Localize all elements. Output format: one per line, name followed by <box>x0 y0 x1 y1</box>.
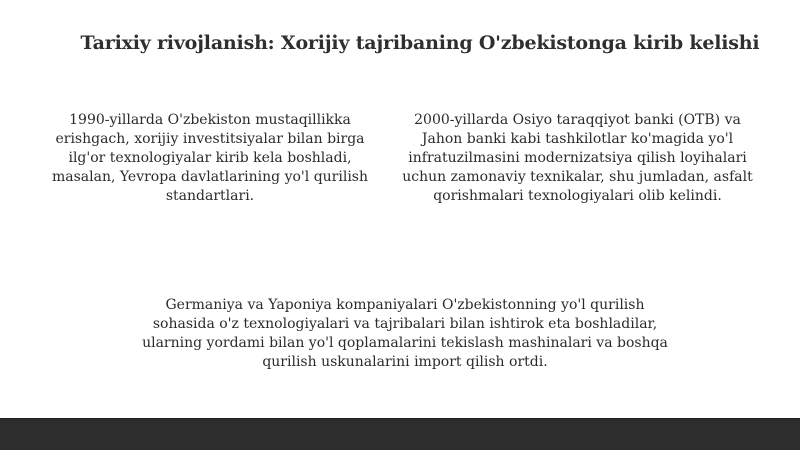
paragraph-1990s: 1990-yillarda O'zbekiston mustaqillikka erishgach, xorijiy investitsiyalar bilan birga ilg'or texnologiyalar kirib kela boshladi, masalan, Yevropa davlatlarining yo'l qurilish standartlari. <box>52 112 368 204</box>
slide-title: Tarixiy rivojlanish: Xorijiy tajribaning O'zbekistonga kirib kelishi <box>80 32 760 54</box>
bottom-bar <box>0 418 800 450</box>
paragraph-2000s: 2000-yillarda Osiyo taraqqiyot banki (OTB) va Jahon banki kabi tashkilotlar ko'magida yo'l infratuzilmasini modernizatsiya qilish loyihalari uchun zamonaviy texnikalar, shu jumladan, asfalt qorishmalari texnologiyalari olib kelindi. <box>402 112 753 204</box>
paragraph-germany-japan: Germaniya va Yaponiya kompaniyalari O'zbekistonning yo'l qurilish sohasida o'z texnologiyalari va tajribalari bilan ishtirok eta boshladilar, ularning yordami bilan yo'l qoplamalarini tekislash mashinalari va boshqa qurilish uskunalarini import qilish ortdi. <box>142 297 668 370</box>
